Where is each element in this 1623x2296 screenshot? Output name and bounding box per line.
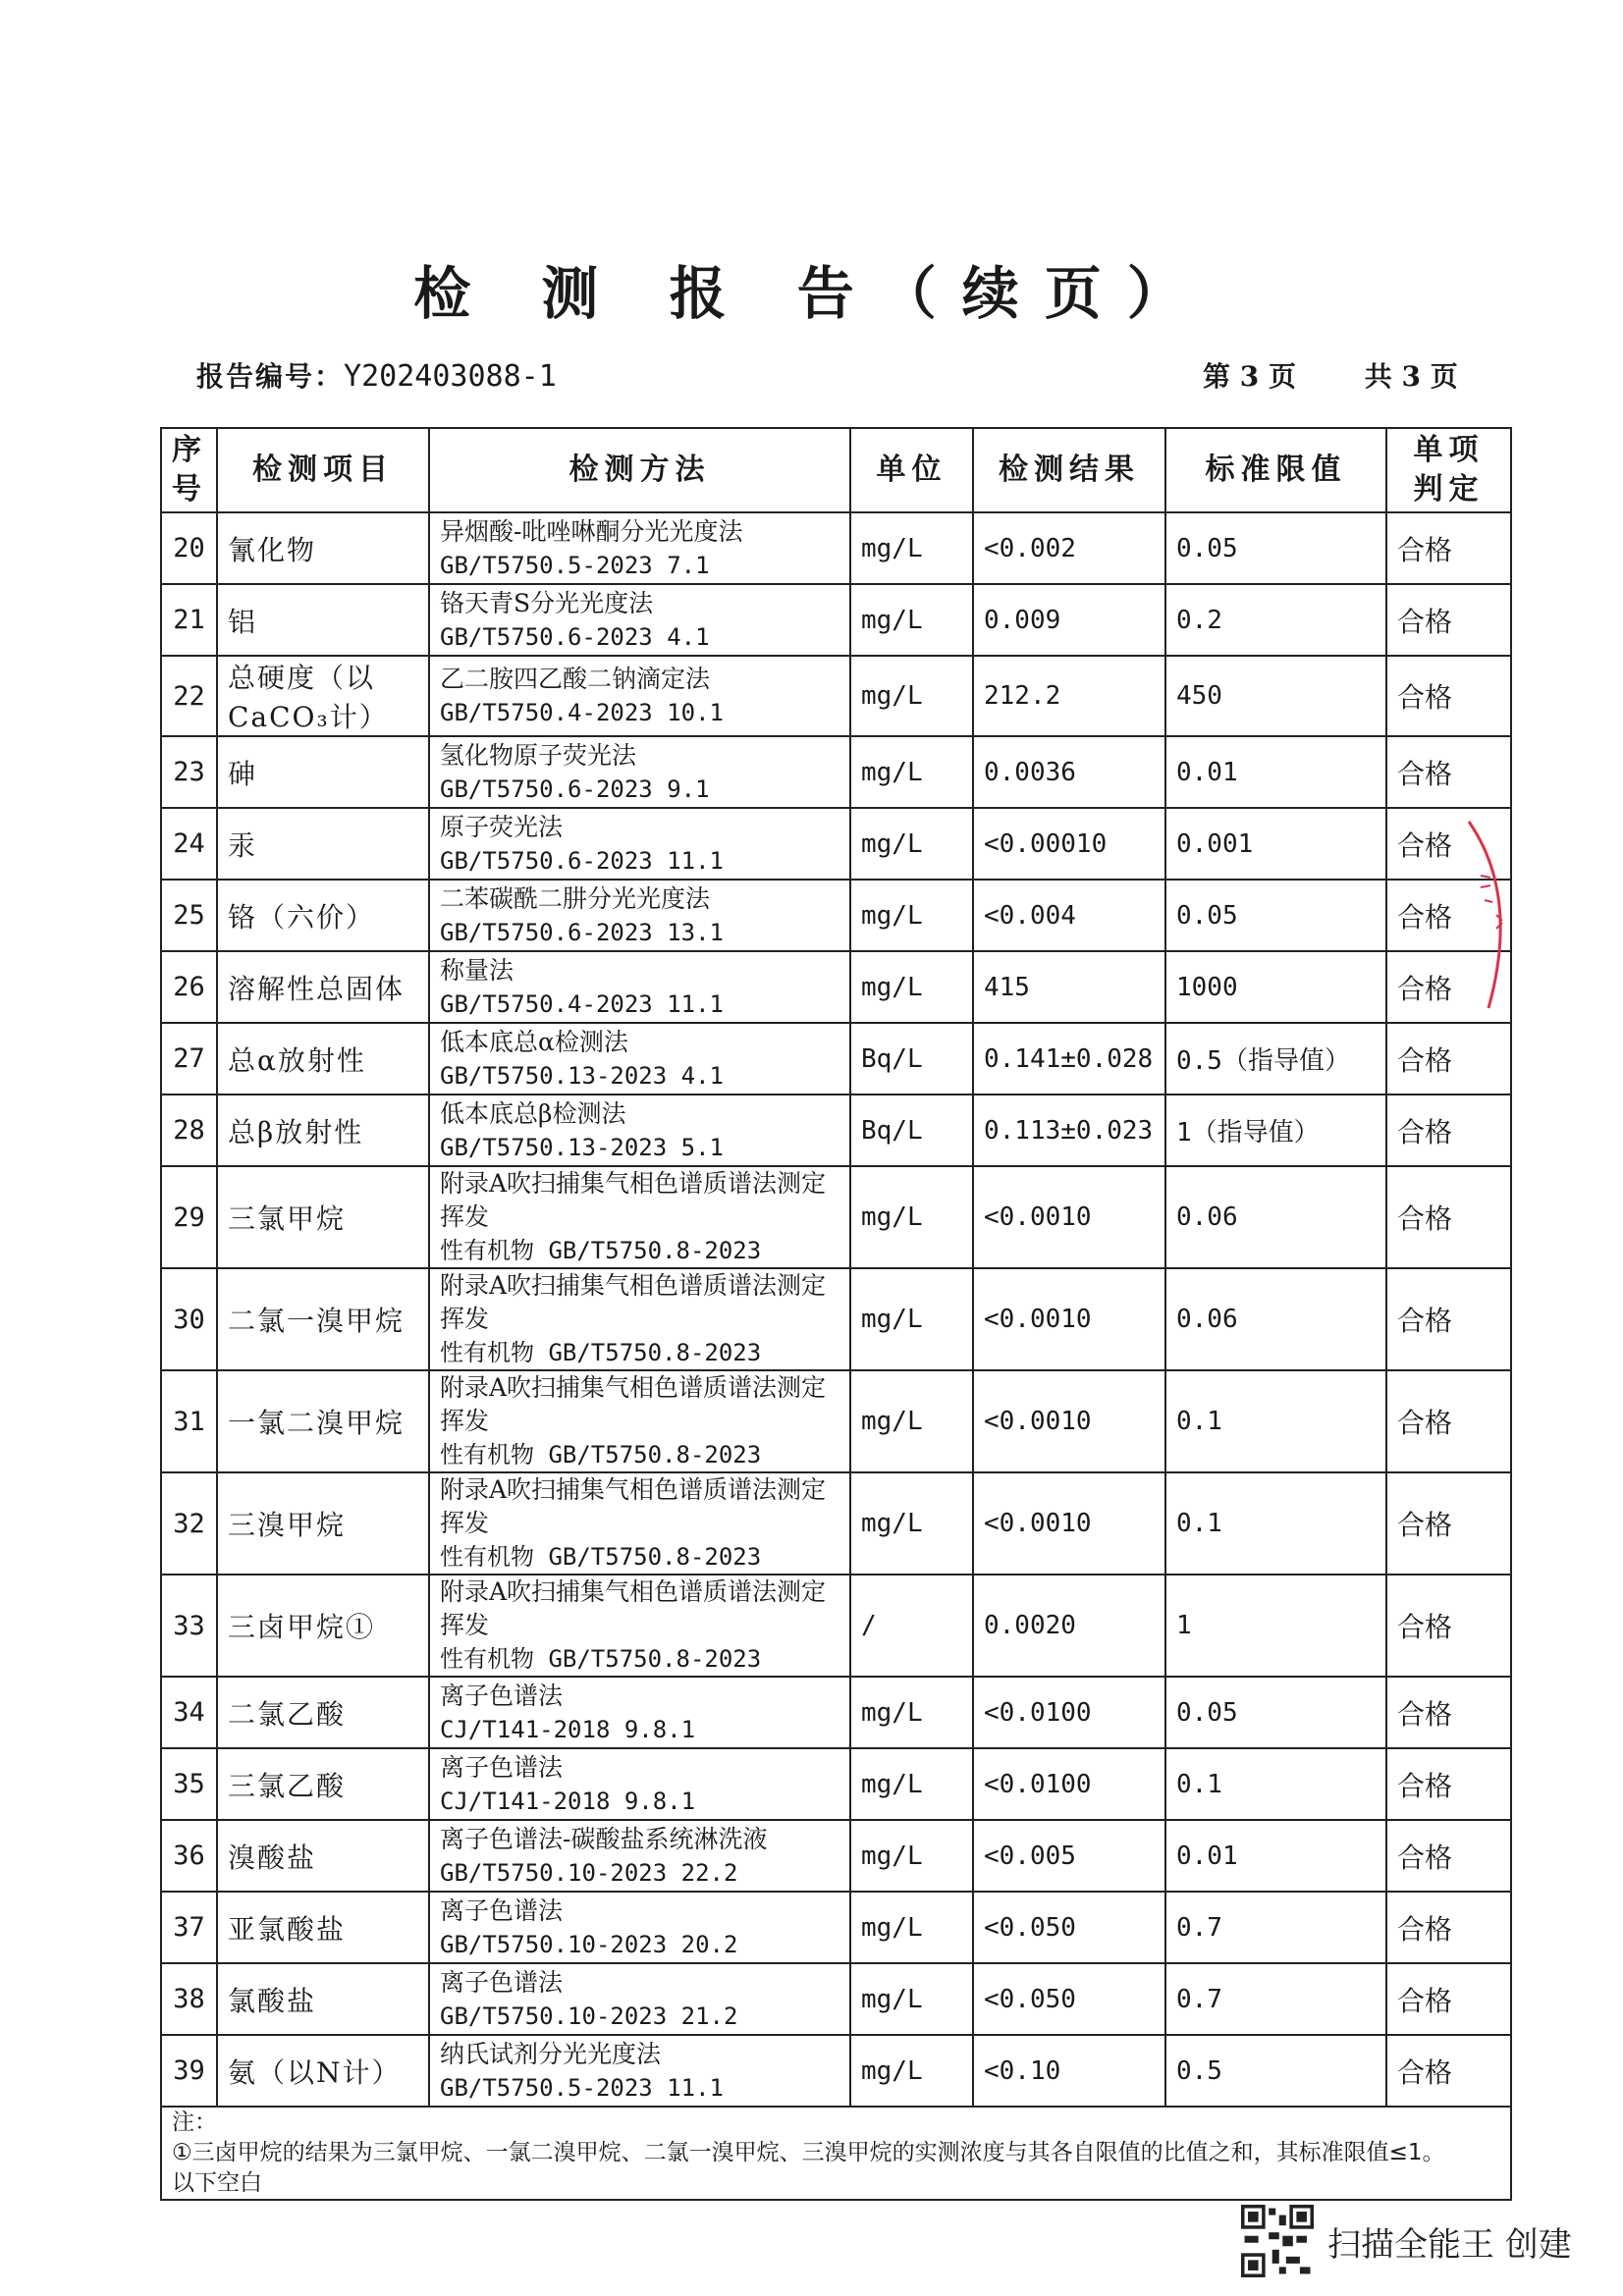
cell-unit: mg/L [850,1748,973,1820]
cell-judge: 合格 [1386,1268,1511,1370]
cell-method [429,584,850,656]
table-row [161,1472,1511,1575]
cell-no: 20 [161,512,217,584]
table-row [161,2035,1511,2107]
method-name: 离子色谱法 [440,1681,564,1710]
cell-item: 总硬度（以CaCO₃计） [217,656,429,736]
cell-judge: 合格 [1386,656,1511,736]
cell-no: 23 [161,736,217,808]
cell-judge: 合格 [1386,584,1511,656]
cell-judge: 合格 [1386,1963,1511,2035]
cell-result: 0.0036 [973,736,1165,808]
method-standard: GB/T5750.4-2023 11.1 [440,989,724,1018]
cell-result: <0.00010 [973,808,1165,880]
cell-method [429,1748,850,1820]
cell-method [429,808,850,880]
cell-result: 0.141±0.028 [973,1023,1165,1095]
method-standard: 性有机物 GB/T5750.8-2023 [440,1237,762,1264]
cell-no: 27 [161,1023,217,1095]
cell-unit: mg/L [850,1370,973,1472]
cell-no: 37 [161,1892,217,1963]
cell-item: 氨（以N计） [217,2035,429,2107]
cell-limit: 0.2 [1165,584,1386,656]
notes-row [161,2107,1511,2200]
cell-limit: 0.1 [1165,1748,1386,1820]
cell-judge: 合格 [1386,1748,1511,1820]
cell-limit: 0.7 [1165,1892,1386,1963]
cell-unit: mg/L [850,656,973,736]
report-number-line [196,355,557,395]
method-name: 离子色谱法 [440,1752,564,1782]
table-row [161,1748,1511,1820]
cell-no: 28 [161,1095,217,1166]
method-name: 铬天青S分光光度法 [440,588,654,617]
cell-method [429,1472,850,1575]
cell-limit: 1 [1165,1575,1386,1677]
cell-no: 21 [161,584,217,656]
cell-unit: mg/L [850,880,973,951]
header-method: 检测方法 [429,428,850,512]
cell-judge: 合格 [1386,808,1511,880]
cell-limit: 1000 [1165,951,1386,1023]
report-number: Y202403088-1 [344,359,557,394]
method-standard: GB/T5750.6-2023 13.1 [440,918,724,946]
header-result: 检测结果 [973,428,1165,512]
method-standard: GB/T5750.5-2023 11.1 [440,2073,724,2102]
cell-no: 24 [161,808,217,880]
cell-unit: Bq/L [850,1095,973,1166]
cell-result: 0.113±0.023 [973,1095,1165,1166]
cell-result: <0.0010 [973,1370,1165,1472]
method-standard: GB/T5750.10-2023 22.2 [440,1858,738,1887]
table-row [161,1963,1511,2035]
cell-judge: 合格 [1386,1820,1511,1892]
cell-judge: 合格 [1386,1166,1511,1268]
cell-no: 32 [161,1472,217,1575]
cell-limit: 0.05 [1165,512,1386,584]
cell-unit: / [850,1575,973,1677]
cell-limit: 0.01 [1165,1820,1386,1892]
cell-no: 29 [161,1166,217,1268]
method-standard: 性有机物 GB/T5750.8-2023 [440,1339,762,1366]
method-name: 附录A吹扫捕集气相色谱质谱法测定挥发 [440,1373,827,1435]
table-header-row [161,428,1511,512]
cell-result: <0.10 [973,2035,1165,2107]
cell-method [429,656,850,736]
cell-result: <0.0010 [973,1268,1165,1370]
method-standard: 性有机物 GB/T5750.8-2023 [440,1645,762,1673]
method-standard: 性有机物 GB/T5750.8-2023 [440,1543,762,1571]
cell-method [429,1166,850,1268]
method-standard: GB/T5750.4-2023 10.1 [440,699,724,726]
table-row [161,1370,1511,1472]
cell-item: 铬（六价） [217,880,429,951]
cell-result: <0.0100 [973,1748,1165,1820]
watermark-text: 扫描全能王 创建 [1327,2224,1572,2265]
cell-unit: mg/L [850,1892,973,1963]
method-name: 低本底总β检测法 [440,1098,626,1128]
cell-result: 212.2 [973,656,1165,736]
cell-judge: 合格 [1386,736,1511,808]
method-standard: GB/T5750.13-2023 4.1 [440,1061,724,1090]
method-name: 乙二胺四乙酸二钠滴定法 [440,665,711,693]
cell-result: 0.0020 [973,1575,1165,1677]
method-standard: CJ/T141-2018 9.8.1 [440,1787,696,1815]
cell-limit: 0.5（指导值） [1165,1023,1386,1095]
cell-method [429,1268,850,1370]
method-name: 低本底总α检测法 [440,1027,628,1056]
cell-limit: 0.7 [1165,1963,1386,2035]
header-item: 检测项目 [217,428,429,512]
cell-result: <0.004 [973,880,1165,951]
cell-unit: mg/L [850,736,973,808]
cell-judge: 合格 [1386,951,1511,1023]
cell-method [429,736,850,808]
cell-result: 0.009 [973,584,1165,656]
notes-text: ①三卤甲烷的结果为三氯甲烷、一氯二溴甲烷、二氯一溴甲烷、三溴甲烷的实测浓度与其各自限值的比值之和，其标准限值≤1。 [172,2140,1445,2165]
table-row [161,1166,1511,1268]
cell-result: <0.0010 [973,1166,1165,1268]
method-name: 纳氏试剂分光光度法 [440,2039,662,2068]
cell-method [429,1575,850,1677]
method-name: 离子色谱法 [440,1967,564,1997]
cell-result: <0.050 [973,1892,1165,1963]
cell-item: 汞 [217,808,429,880]
header-judge: 单项判定 [1386,428,1511,512]
cell-limit: 450 [1165,656,1386,736]
method-standard: GB/T5750.5-2023 7.1 [440,551,710,579]
table-row [161,656,1511,736]
table-row [161,1023,1511,1095]
cell-unit: mg/L [850,512,973,584]
page-title: 检 测 报 告（续页） [413,260,1210,327]
cell-no: 39 [161,2035,217,2107]
method-standard: GB/T5750.10-2023 21.2 [440,2002,738,2030]
method-standard: GB/T5750.6-2023 9.1 [440,774,710,803]
cell-item: 二氯一溴甲烷 [217,1268,429,1370]
notes-label: 注： [172,2109,217,2135]
cell-item: 铝 [217,584,429,656]
cell-limit: 1（指导值） [1165,1095,1386,1166]
page-number: 第 3 页 [1203,360,1296,393]
table-row [161,584,1511,656]
cell-unit: mg/L [850,1820,973,1892]
cell-method [429,2035,850,2107]
notes-end: 以下空白 [172,2170,262,2196]
cell-item: 总α放射性 [217,1023,429,1095]
cell-unit: mg/L [850,1268,973,1370]
cell-no: 33 [161,1575,217,1677]
cell-judge: 合格 [1386,1575,1511,1677]
cell-judge: 合格 [1386,880,1511,951]
cell-result: 415 [973,951,1165,1023]
method-name: 二苯碳酰二肼分光光度法 [440,883,711,913]
table-row [161,1268,1511,1370]
cell-no: 30 [161,1268,217,1370]
cell-unit: Bq/L [850,1023,973,1095]
cell-item: 三氯乙酸 [217,1748,429,1820]
cell-unit: mg/L [850,1166,973,1268]
cell-limit: 0.05 [1165,1677,1386,1748]
cell-item: 三溴甲烷 [217,1472,429,1575]
cell-item: 氰化物 [217,512,429,584]
cell-unit: mg/L [850,1963,973,2035]
cell-limit: 0.06 [1165,1268,1386,1370]
cell-limit: 0.1 [1165,1370,1386,1472]
method-name: 离子色谱法 [440,1896,564,1925]
cell-no: 36 [161,1820,217,1892]
table-row [161,512,1511,584]
method-name: 称量法 [440,955,514,985]
cell-judge: 合格 [1386,1023,1511,1095]
cell-unit: mg/L [850,808,973,880]
cell-no: 26 [161,951,217,1023]
seal-mark [1461,807,1530,1023]
cell-no: 35 [161,1748,217,1820]
table-row [161,1677,1511,1748]
cell-method [429,1023,850,1095]
results-table [160,427,1512,2201]
cell-judge: 合格 [1386,1892,1511,1963]
cell-item: 三卤甲烷① [217,1575,429,1677]
table-row [161,808,1511,880]
cell-unit: mg/L [850,1677,973,1748]
qr-code-icon [1241,2205,1314,2277]
cell-item: 溴酸盐 [217,1820,429,1892]
method-name: 附录A吹扫捕集气相色谱质谱法测定挥发 [440,1577,827,1639]
cell-unit: mg/L [850,1472,973,1575]
cell-limit: 0.1 [1165,1472,1386,1575]
cell-method [429,1892,850,1963]
report-number-label: 报告编号： [196,360,345,393]
cell-limit: 0.06 [1165,1166,1386,1268]
cell-judge: 合格 [1386,1370,1511,1472]
cell-item: 亚氯酸盐 [217,1892,429,1963]
header-limit: 标准限值 [1165,428,1386,512]
method-name: 附录A吹扫捕集气相色谱质谱法测定挥发 [440,1169,827,1231]
cell-item: 三氯甲烷 [217,1166,429,1268]
method-name: 异烟酸-吡唑啉酮分光光度法 [440,516,743,546]
cell-method [429,1095,850,1166]
table-row [161,1095,1511,1166]
cell-item: 溶解性总固体 [217,951,429,1023]
cell-no: 34 [161,1677,217,1748]
method-name: 附录A吹扫捕集气相色谱质谱法测定挥发 [440,1475,827,1537]
cell-limit: 0.5 [1165,2035,1386,2107]
method-standard: 性有机物 GB/T5750.8-2023 [440,1441,762,1468]
header-unit: 单位 [850,428,973,512]
cell-method [429,1370,850,1472]
cell-unit: mg/L [850,2035,973,2107]
cell-item: 砷 [217,736,429,808]
method-name: 氢化物原子荧光法 [440,740,637,770]
cell-unit: mg/L [850,951,973,1023]
cell-item: 二氯乙酸 [217,1677,429,1748]
cell-method [429,880,850,951]
cell-item: 总β放射性 [217,1095,429,1166]
table-row [161,880,1511,951]
table-row [161,951,1511,1023]
method-standard: GB/T5750.6-2023 11.1 [440,846,724,875]
notes-cell [161,2107,1511,2200]
cell-method [429,1820,850,1892]
cell-judge: 合格 [1386,1472,1511,1575]
cell-judge: 合格 [1386,1095,1511,1166]
method-standard: GB/T5750.10-2023 20.2 [440,1930,738,1958]
cell-result: <0.005 [973,1820,1165,1892]
method-name: 附录A吹扫捕集气相色谱质谱法测定挥发 [440,1271,827,1333]
header-no: 序号 [161,428,217,512]
cell-unit: mg/L [850,584,973,656]
cell-result: <0.050 [973,1963,1165,2035]
cell-result: <0.0010 [973,1472,1165,1575]
cell-no: 22 [161,656,217,736]
cell-method [429,1963,850,2035]
cell-judge: 合格 [1386,1677,1511,1748]
method-standard: GB/T5750.6-2023 4.1 [440,622,710,651]
cell-method [429,512,850,584]
method-standard: CJ/T141-2018 9.8.1 [440,1715,696,1743]
method-name: 离子色谱法-碳酸盐系统淋洗液 [440,1824,768,1853]
page-indicator [1203,355,1468,395]
table-row [161,736,1511,808]
page-total: 共 3 页 [1364,360,1458,393]
cell-judge: 合格 [1386,2035,1511,2107]
table-row [161,1892,1511,1963]
cell-limit: 0.01 [1165,736,1386,808]
cell-no: 31 [161,1370,217,1472]
cell-judge: 合格 [1386,512,1511,584]
cell-item: 一氯二溴甲烷 [217,1370,429,1472]
cell-no: 38 [161,1963,217,2035]
method-name: 原子荧光法 [440,812,564,841]
cell-result: <0.0100 [973,1677,1165,1748]
cell-item: 氯酸盐 [217,1963,429,2035]
table-body [161,512,1511,2107]
scanner-watermark [1241,2202,1572,2280]
table-row [161,1820,1511,1892]
cell-no: 25 [161,880,217,951]
method-standard: GB/T5750.13-2023 5.1 [440,1133,724,1161]
cell-limit: 0.001 [1165,808,1386,880]
cell-method [429,1677,850,1748]
cell-method [429,951,850,1023]
cell-result: <0.002 [973,512,1165,584]
table-row [161,1575,1511,1677]
cell-limit: 0.05 [1165,880,1386,951]
